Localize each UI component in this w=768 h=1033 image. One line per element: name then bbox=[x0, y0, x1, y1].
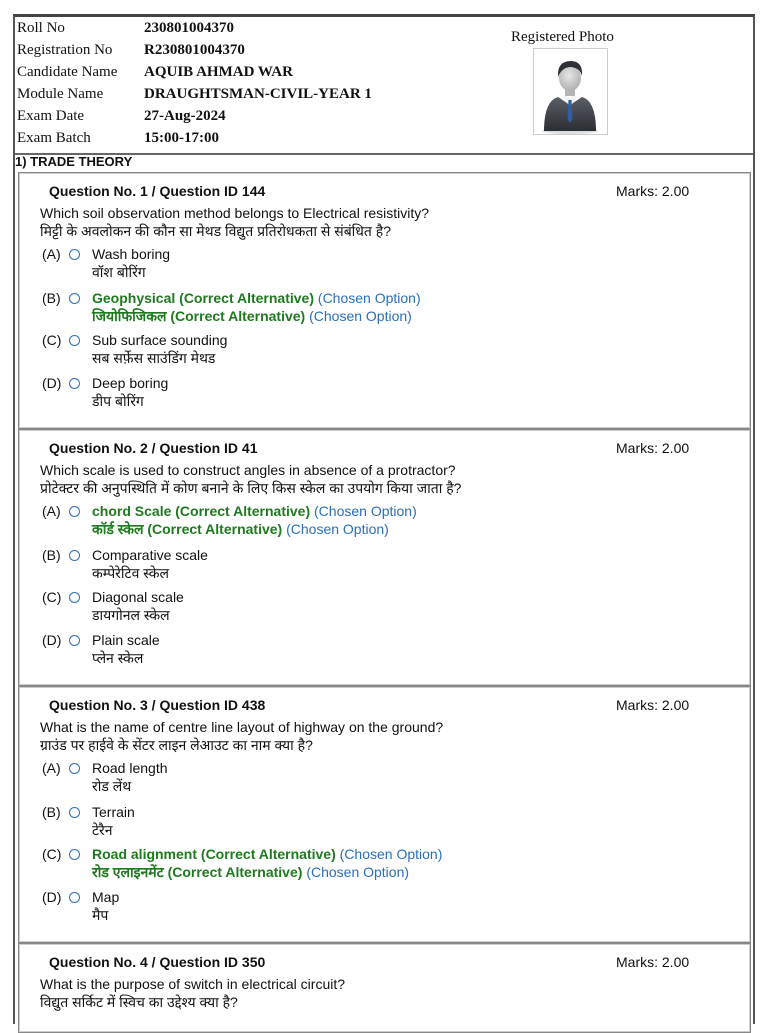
correct-alternative-tag: (Correct Alternative) bbox=[167, 864, 303, 880]
option-text bbox=[92, 588, 184, 624]
registration-no-label: Registration No bbox=[17, 42, 113, 58]
roll-no-label: Roll No bbox=[17, 20, 65, 36]
correct-alternative-tag: (Correct Alternative) bbox=[179, 290, 315, 306]
option-text-hi: कम्पेरेटिव स्केल bbox=[92, 565, 169, 581]
option-text-hi: डायगोनल स्केल bbox=[92, 607, 170, 623]
question-card-4 bbox=[18, 943, 751, 1033]
option-text-en: Road alignment bbox=[92, 846, 198, 862]
radio-button[interactable] bbox=[69, 249, 80, 260]
option-text bbox=[92, 759, 168, 795]
option-text-hi: मैप bbox=[92, 907, 109, 923]
option-label: (D) bbox=[42, 889, 62, 905]
exam-date-value: 27-Aug-2024 bbox=[144, 108, 226, 124]
question-text-hi: मिट्टी के अवलोकन की कौन सा मेथड विद्युत प्रतिरोधकता से संबंधित है? bbox=[40, 223, 392, 239]
radio-button[interactable] bbox=[69, 293, 80, 304]
option-label: (A) bbox=[42, 503, 61, 519]
option-text bbox=[92, 245, 170, 281]
radio-button[interactable] bbox=[69, 635, 80, 646]
option-text bbox=[92, 631, 160, 667]
radio-button[interactable] bbox=[69, 763, 80, 774]
radio-button[interactable] bbox=[69, 592, 80, 603]
marks-label: Marks: 2.00 bbox=[616, 440, 690, 456]
question-text-en: Which soil observation method belongs to Electrical resistivity? bbox=[40, 205, 430, 221]
radio-button[interactable] bbox=[69, 892, 80, 903]
correct-alternative-tag: (Correct Alternative) bbox=[170, 308, 306, 324]
option-text-en: Wash boring bbox=[92, 246, 171, 262]
question-card-3 bbox=[18, 686, 751, 943]
option-text-hi: प्लेन स्केल bbox=[92, 650, 144, 666]
candidate-header bbox=[15, 17, 753, 155]
marks-label: Marks: 2.00 bbox=[616, 697, 690, 713]
chosen-option-tag: (Chosen Option) bbox=[286, 521, 389, 537]
option-text-en: Deep boring bbox=[92, 375, 169, 391]
option-text-en: chord Scale bbox=[92, 503, 172, 519]
question-text-en: What is the name of centre line layout of highway on the ground? bbox=[40, 719, 444, 735]
option-label: (A) bbox=[42, 246, 61, 262]
option-label: (A) bbox=[42, 760, 61, 776]
option-text-hi: रोड लेंथ bbox=[92, 778, 132, 794]
radio-button[interactable] bbox=[69, 807, 80, 818]
candidate-name-label: Candidate Name bbox=[17, 64, 118, 80]
chosen-option-tag: (Chosen Option) bbox=[306, 864, 410, 880]
chosen-option-tag: (Chosen Option) bbox=[314, 503, 417, 519]
option-label: (B) bbox=[42, 290, 61, 306]
registered-photo-label: Registered Photo bbox=[511, 29, 614, 45]
option-text bbox=[92, 546, 208, 582]
module-name-value: DRAUGHTSMAN-CIVIL-YEAR 1 bbox=[144, 86, 372, 102]
option-text bbox=[92, 845, 442, 881]
exam-batch-label: Exam Batch bbox=[17, 130, 91, 146]
option-text bbox=[92, 289, 421, 325]
chosen-option-tag: (Chosen Option) bbox=[317, 290, 421, 306]
exam-date-label: Exam Date bbox=[17, 108, 85, 124]
correct-alternative-tag: (Correct Alternative) bbox=[147, 521, 283, 537]
registration-no-value: R230801004370 bbox=[144, 42, 245, 58]
correct-alternative-tag: (Correct Alternative) bbox=[200, 846, 336, 862]
response-sheet bbox=[13, 14, 755, 1024]
module-name-label: Module Name bbox=[17, 86, 104, 102]
question-header: Question No. 4 / Question ID 350 bbox=[49, 954, 266, 970]
option-text-en: Geophysical bbox=[92, 290, 176, 306]
option-text-en: Plain scale bbox=[92, 632, 160, 648]
question-header: Question No. 2 / Question ID 41 bbox=[49, 440, 258, 456]
option-text-hi: डीप बोरिंग bbox=[92, 393, 144, 409]
option-label: (C) bbox=[42, 846, 62, 862]
option-text bbox=[92, 803, 135, 839]
radio-button[interactable] bbox=[69, 506, 80, 517]
marks-label: Marks: 2.00 bbox=[616, 954, 690, 970]
chosen-option-tag: (Chosen Option) bbox=[339, 846, 443, 862]
question-text-en: What is the purpose of switch in electrical circuit? bbox=[40, 976, 346, 992]
chosen-option-tag: (Chosen Option) bbox=[309, 308, 412, 324]
exam-batch-value: 15:00-17:00 bbox=[144, 130, 219, 146]
option-text-en: Road length bbox=[92, 760, 168, 776]
marks-label: Marks: 2.00 bbox=[616, 183, 690, 199]
question-card-1 bbox=[18, 172, 751, 429]
option-label: (B) bbox=[42, 804, 61, 820]
option-text-hi: टेरैन bbox=[92, 822, 113, 838]
option-text-hi: वॉश बोरिंग bbox=[92, 264, 146, 280]
option-text-en: Sub surface sounding bbox=[92, 332, 228, 348]
roll-no-value: 230801004370 bbox=[144, 20, 234, 36]
option-text-en: Comparative scale bbox=[92, 547, 208, 563]
question-text-en: Which scale is used to construct angles in absence of a protractor? bbox=[40, 462, 456, 478]
option-text-hi: कॉर्ड स्केल bbox=[92, 521, 144, 537]
radio-button[interactable] bbox=[69, 849, 80, 860]
question-card-2 bbox=[18, 429, 751, 686]
avatar-icon bbox=[534, 49, 607, 134]
option-text-hi: सब सर्फ़ेस साउंडिंग मेथड bbox=[92, 350, 216, 366]
option-text-en: Diagonal scale bbox=[92, 589, 184, 605]
radio-button[interactable] bbox=[69, 378, 80, 389]
question-header: Question No. 1 / Question ID 144 bbox=[49, 183, 266, 199]
option-text-hi: जियोफिजिकल bbox=[92, 308, 167, 324]
option-label: (D) bbox=[42, 632, 62, 648]
option-label: (C) bbox=[42, 589, 62, 605]
option-text-en: Terrain bbox=[92, 804, 135, 820]
option-text-hi: रोड एलाइनमेंट bbox=[92, 864, 164, 880]
option-text-en: Map bbox=[92, 889, 120, 905]
option-label: (D) bbox=[42, 375, 62, 391]
section-title: 1) TRADE THEORY bbox=[15, 154, 133, 169]
option-text bbox=[92, 331, 227, 367]
option-label: (B) bbox=[42, 547, 61, 563]
option-text bbox=[92, 502, 417, 538]
option-text bbox=[92, 888, 119, 924]
radio-button[interactable] bbox=[69, 335, 80, 346]
option-text bbox=[92, 374, 168, 410]
correct-alternative-tag: (Correct Alternative) bbox=[175, 503, 311, 519]
question-header: Question No. 3 / Question ID 438 bbox=[49, 697, 266, 713]
question-text-hi: ग्राउंड पर हाईवे के सेंटर लाइन लेआउट का नाम क्या है? bbox=[40, 737, 313, 753]
question-text-hi: विद्युत सर्किट में स्विच का उद्देश्य क्या है? bbox=[40, 994, 238, 1010]
candidate-name-value: AQUIB AHMAD WAR bbox=[144, 64, 293, 80]
registered-photo bbox=[533, 48, 608, 135]
question-text-hi: प्रोटेक्टर की अनुपस्थिति में कोण बनाने के लिए किस स्केल का उपयोग किया जाता है? bbox=[40, 480, 462, 496]
radio-button[interactable] bbox=[69, 550, 80, 561]
option-label: (C) bbox=[42, 332, 62, 348]
